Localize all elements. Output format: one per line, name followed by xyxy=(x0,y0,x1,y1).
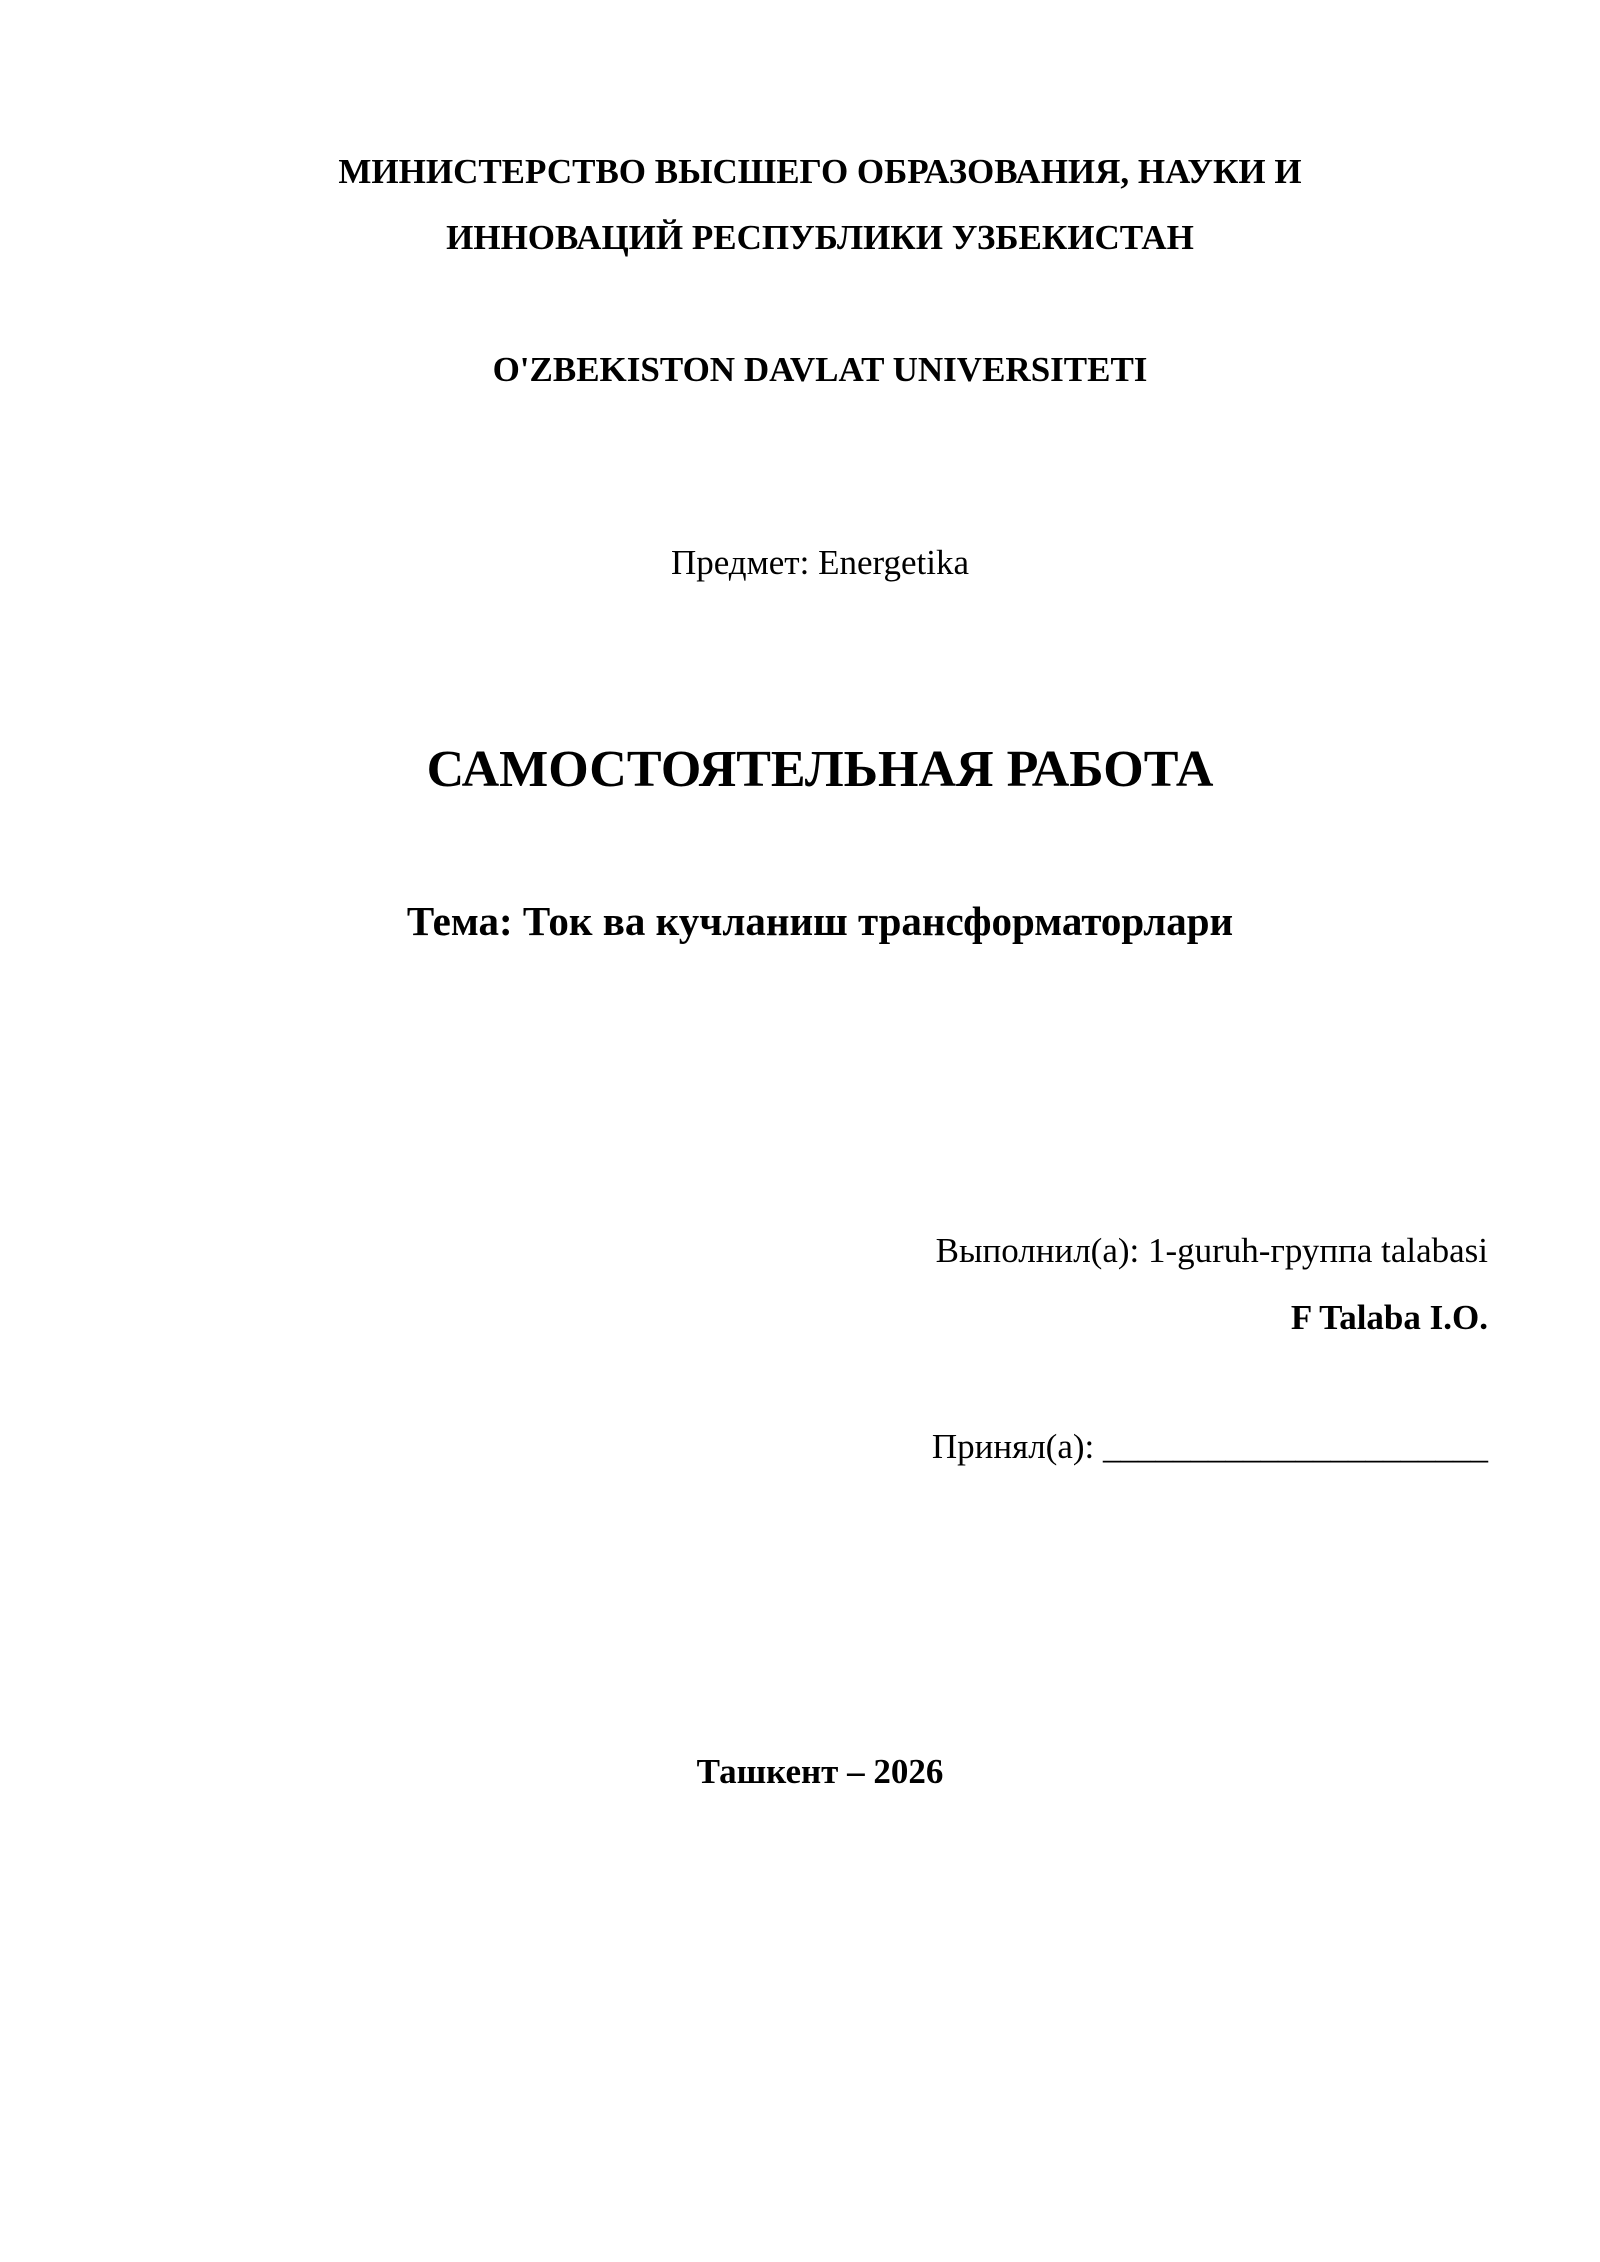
ministry-line-1: МИНИСТЕРСТВО ВЫСШЕГО ОБРАЗОВАНИЯ, НАУКИ И xyxy=(338,152,1302,191)
city-year: Ташкент – 2026 xyxy=(696,1752,944,1791)
subject-line: Предмет: Energetika xyxy=(670,543,970,582)
accepted-by-line: Принял(а): ______________________ xyxy=(931,1427,1488,1466)
performed-by-line: Выполнил(а): 1-guruh-группа talabasi xyxy=(935,1231,1488,1270)
work-type-title: САМОСТОЯТЕЛЬНАЯ РАБОТА xyxy=(426,741,1214,798)
ministry-line-2: ИННОВАЦИЙ РЕСПУБЛИКИ УЗБЕКИСТАН xyxy=(446,218,1194,257)
student-name: F Talaba I.O. xyxy=(1290,1298,1488,1337)
university-name: O'ZBEKISTON DAVLAT UNIVERSITETI xyxy=(492,350,1148,389)
topic-line: Тема: Ток ва кучланиш трансформаторлари xyxy=(406,898,1234,944)
